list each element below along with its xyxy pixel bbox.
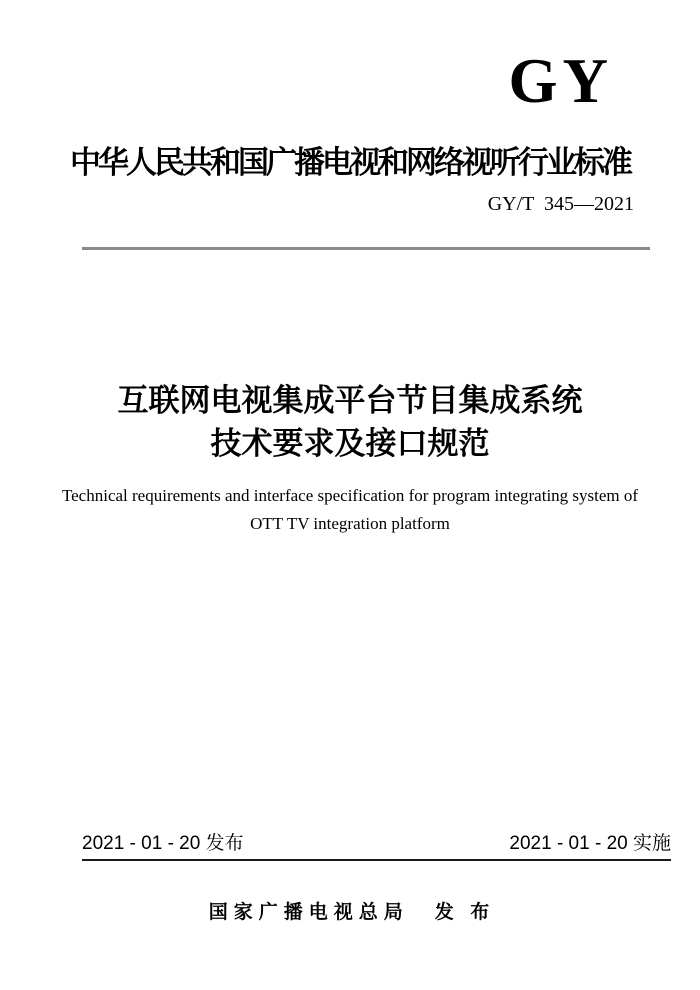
issue-date: 2021 - 01 - 20 发布 [82,833,244,854]
document-title-zh-line1: 互联网电视集成平台节目集成系统 [117,383,583,418]
standard-number: GY/T 345—2021 [487,193,634,215]
gy-logo: GY [508,46,613,116]
document-title-zh [0,379,700,465]
implement-date: 2021 - 01 - 20 实施 [509,833,671,854]
document-title-en-line2: OTT TV integration platform [250,514,450,533]
publisher-action-label: 发 布 [434,902,492,923]
document-title-en [0,482,700,538]
dates-rule-row [82,828,671,861]
publisher-name: 国家广播电视总局 [208,902,409,923]
publisher-row [0,897,700,924]
document-title-zh-line2: 技术要求及接口规范 [210,426,490,461]
header-divider-rule [82,247,650,250]
document-title-en-line1: Technical requirements and interface specification for program integrating system of [61,486,639,505]
standard-category-heading: 中华人民共和国广播电视和网络视听行业标准 [70,145,630,180]
